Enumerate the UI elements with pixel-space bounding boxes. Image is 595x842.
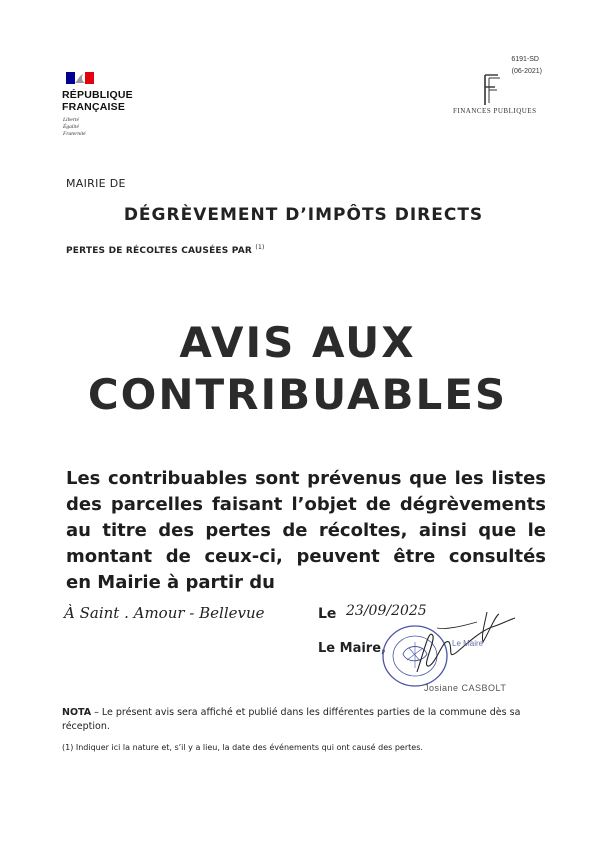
- finances-publiques-label: FINANCES PUBLIQUES: [453, 107, 537, 115]
- nota-label: NOTA: [62, 707, 92, 718]
- francaise-label: FRANÇAISE: [62, 101, 126, 113]
- subtitle-text: PERTES DE RÉCOLTES CAUSÉES PAR: [66, 246, 253, 256]
- body-line: des parcelles faisant l’objet de dégrèvements: [66, 494, 546, 515]
- nota-paragraph: [62, 706, 532, 734]
- headline-line-2: CONTRIBUABLES: [87, 370, 508, 419]
- marianne-logo-icon: [66, 72, 94, 84]
- document-title: DÉGRÈVEMENT D’IMPÔTS DIRECTS: [123, 205, 484, 225]
- handwritten-date: 23/09/2025: [346, 603, 427, 619]
- form-number: 6191-SD: [511, 56, 539, 63]
- motto-egalite: Égalité: [63, 124, 79, 130]
- subtitle-note: (1): [255, 244, 265, 251]
- republique-label: RÉPUBLIQUE: [62, 89, 133, 101]
- le-maire-label: Le Maire,: [318, 641, 386, 656]
- nota-text: – Le présent avis sera affiché et publié dans les différentes parties de la commune dès sa réception.: [62, 707, 521, 732]
- body-line: montant de ceux-ci, peuvent être consultés: [66, 546, 546, 567]
- notice-body: [66, 466, 546, 596]
- form-date: (06-2021): [511, 68, 542, 75]
- body-line: Les contribuables sont prévenus que les listes: [66, 468, 546, 489]
- mairie-label: MAIRIE DE: [66, 177, 126, 190]
- motto-liberte: Liberté: [63, 117, 79, 123]
- stamp-mayor-label: Le Maire: [452, 639, 484, 648]
- handwritten-place: À Saint . Amour - Bellevue: [64, 604, 265, 622]
- body-line: au titre des pertes de récoltes, ainsi que le: [66, 520, 546, 541]
- body-line: en Mairie à partir du: [66, 572, 275, 593]
- footnote: (1) Indiquer ici la nature et, s’il y a lieu, la date des événements qui ont causé des pertes.: [62, 743, 423, 752]
- le-label: Le: [318, 606, 337, 622]
- finances-publiques-logo-icon: [480, 73, 502, 107]
- motto-fraternite: Fraternité: [63, 131, 86, 137]
- subtitle: [66, 244, 265, 256]
- headline-line-1: AVIS AUX: [179, 318, 416, 367]
- signer-name: Josiane CASBOLT: [424, 683, 507, 693]
